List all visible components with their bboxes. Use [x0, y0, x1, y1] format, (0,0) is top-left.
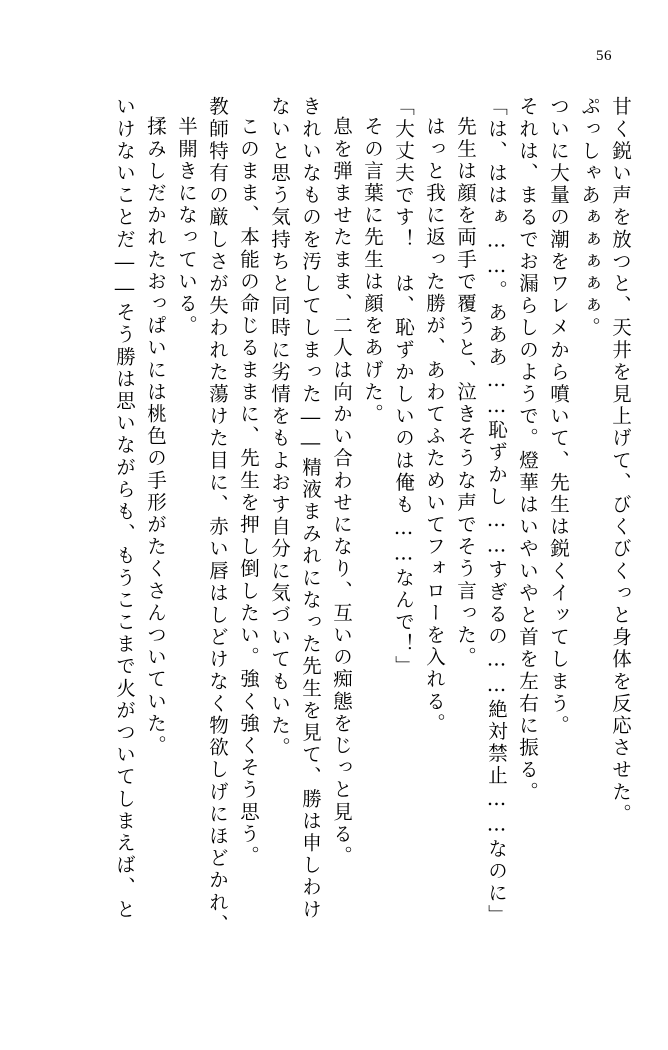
text-line: それは、まるでお漏らしのようで。燈華はいやいやと首を左右に振る。 [516, 96, 539, 804]
text-line: はっと我に返った勝が、あわてふためいてフォローを入れる。 [423, 116, 446, 735]
text-line: きれいなものを汚してしまった――精液まみれになった先生を見て、勝は申しわけ [299, 96, 322, 921]
text-line: 息を弾ませたまま、二人は向かい合わせになり、互いの痴態をじっと見る。 [330, 116, 353, 868]
text-line: その言葉に先生は顔をあげた。 [361, 116, 384, 426]
text-line: 甘く鋭い声を放つと、天井を見上げて、びくびくっと身体を反応させた。 [609, 96, 632, 826]
text-line: このまま、本能の命じるままに、先生を押し倒したい。強く強くそう思う。 [237, 116, 260, 868]
text-line: ぷっしゃあぁぁぁぁぁ。 [578, 96, 601, 340]
text-line: 「大丈夫です！ は、恥ずかしいのは俺も……なんで！」 [392, 96, 415, 678]
text-line: 教師特有の厳しさが失われた蕩けた目に、赤い唇はしどけなく物欲しげにほどかれ、 [206, 96, 229, 936]
page-number: 56 [596, 48, 612, 64]
text-line: 「は、ははぁ……。あああ……恥ずかし……すぎるの……絶対禁止……なのに」 [485, 96, 508, 927]
vertical-text-body [38, 96, 630, 1001]
text-line: 半開きになっている。 [175, 116, 198, 337]
text-line: ないと思う気持ちと同時に劣情をもよおす自分に気づいてもいた。 [268, 96, 291, 759]
text-line: 揉みしだかれたおっぱいには桃色の手形がたくさんついていた。 [144, 116, 167, 757]
text-line: ついに大量の潮をワレメから噴いて、先生は鋭くイッてしまう。 [547, 96, 570, 737]
text-line: いけないことだ――そう勝は思いながらも、もうここまで火がついてしまえば、と [113, 96, 136, 921]
text-line: 先生は顔を両手で覆うと、泣きそうな声でそう言った。 [454, 116, 477, 669]
